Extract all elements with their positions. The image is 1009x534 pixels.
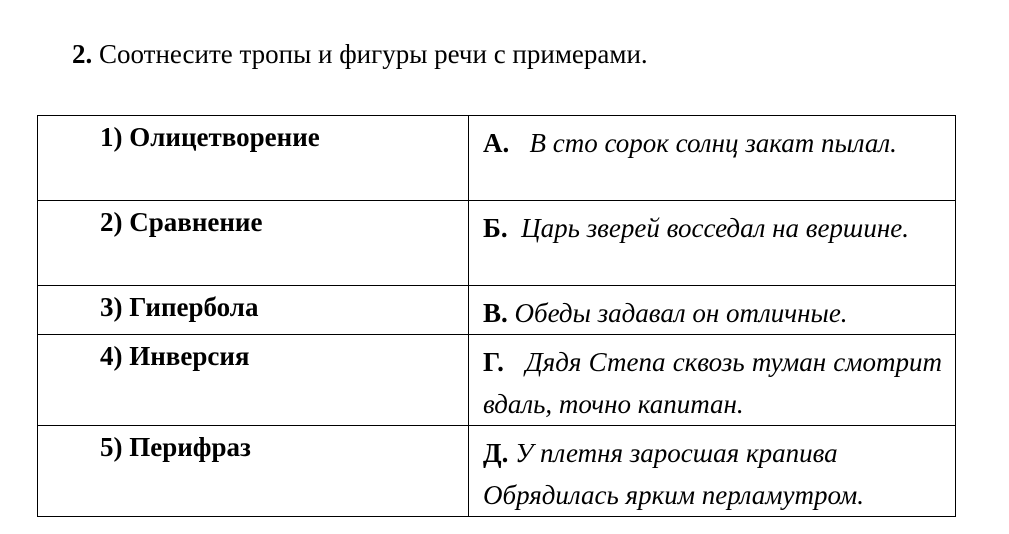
task-instruction: Соотнесите тропы и фигуры речи с примерами. — [99, 39, 648, 69]
example-letter: Г. — [483, 347, 504, 377]
term-cell: 1) Олицетворение — [38, 116, 469, 201]
example-cell — [469, 116, 956, 201]
example-cell — [469, 335, 956, 426]
example-letter: В. — [483, 298, 508, 328]
example-letter: Б. — [483, 213, 508, 243]
example-letter: А. — [483, 128, 510, 158]
task-number: 2. — [72, 39, 93, 69]
table-row — [38, 201, 956, 286]
matching-table — [37, 115, 956, 517]
example-text: В сто сорок солнц закат пылал. — [529, 128, 897, 158]
example-text: Обеды задавал он отличные. — [514, 298, 848, 328]
table-row — [38, 426, 956, 517]
example-cell — [469, 286, 956, 335]
table-row — [38, 335, 956, 426]
example-text: Дядя Степа сквозь туман смотрит вдаль, точно капитан. — [483, 347, 942, 419]
table-row — [38, 116, 956, 201]
example-text: У плетня заросшая крапива Обрядилась ярким перламутром. — [483, 438, 864, 510]
term-cell: 3) Гипербола — [38, 286, 469, 335]
task-heading — [72, 38, 648, 70]
example-cell — [469, 201, 956, 286]
example-letter: Д. — [483, 438, 509, 468]
example-text: Царь зверей восседал на вершине. — [521, 213, 909, 243]
example-cell — [469, 426, 956, 517]
term-cell: 2) Сравнение — [38, 201, 469, 286]
term-cell: 4) Инверсия — [38, 335, 469, 426]
term-cell: 5) Перифраз — [38, 426, 469, 517]
table-row — [38, 286, 956, 335]
